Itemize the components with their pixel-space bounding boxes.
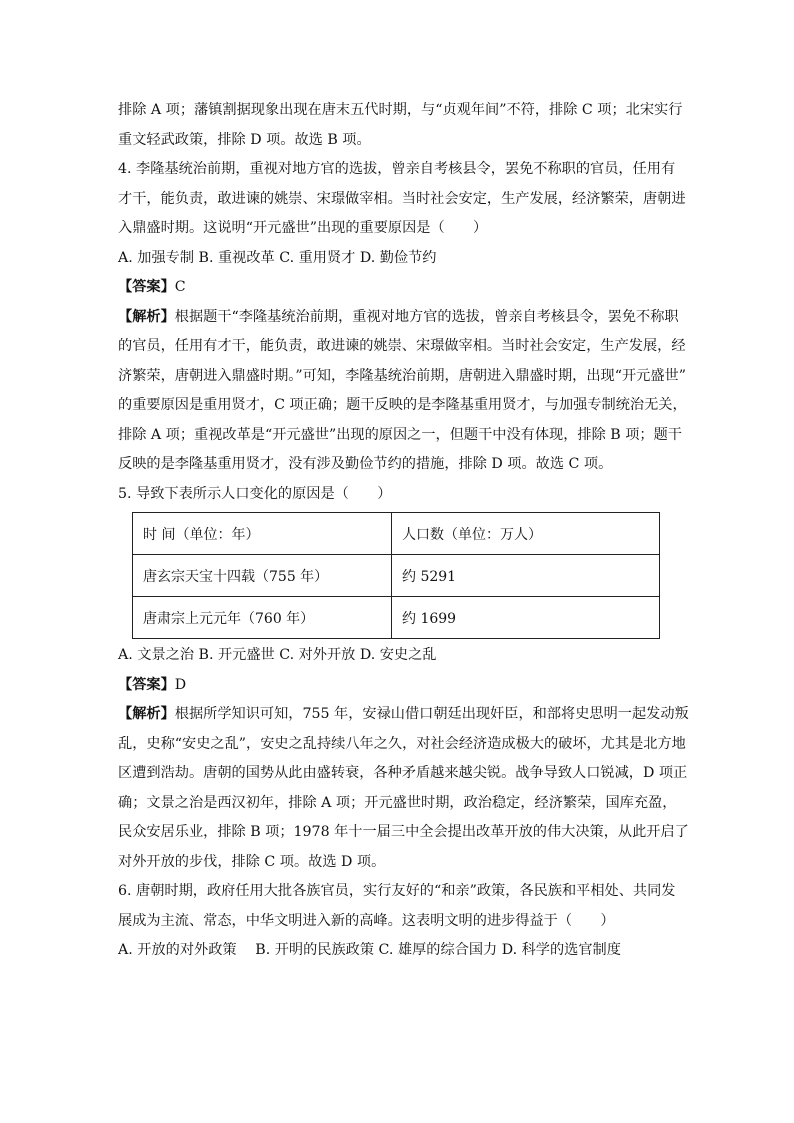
- question-4-stem: 入鼎盛时期。这说明“开元盛世”出现的重要原因是（ ）: [118, 220, 488, 236]
- analysis-text: 排除 A 项；重视改革是“开元盛世”出现的原因之一，但题干中没有体现，排除 B 项；题干: [118, 426, 682, 443]
- analysis-text: 的官员，任用有才干，能负责，敢进谏的姚崇、宋璟做宰相。当时社会安定，生产发展，经: [118, 338, 686, 354]
- table-header-cell: 人口数（单位：万人）: [392, 513, 660, 555]
- answer-value: D: [174, 676, 187, 693]
- question-4-options: A. 加强专制 B. 重视改革 C. 重用贤才 D. 勤俭节约: [118, 249, 437, 266]
- table-header-cell: 时 间（单位：年）: [133, 513, 392, 555]
- text-line: 排除 A 项；藩镇割据现象出现在唐末五代时期，与“贞观年间”不符，排除 C 项；北宋实行: [118, 102, 683, 118]
- analysis-text: 确；文景之治是西汉初年，排除 A 项；开元盛世时期，政治稳定，经济繁荣，国库充盈，: [118, 794, 677, 811]
- table-row: [133, 597, 660, 639]
- question-5-analysis: [118, 700, 688, 730]
- question-4-analysis: [118, 303, 688, 333]
- analysis-text: 根据所学知识可知，755 年，安禄山借口朝廷出现奸臣，和部将史思明一起发动叛: [174, 706, 689, 722]
- population-table: [132, 512, 660, 639]
- question-6-stem: 展成为主流、常态，中华文明进入新的高峰。这表明文明的进步得益于（ ）: [118, 912, 615, 929]
- analysis-text: 对外开放的步伐，排除 C 项。故选 D 项。: [118, 853, 386, 870]
- question-5-stem: 5. 导致下表所示人口变化的原因是（ ）: [118, 485, 392, 502]
- analysis-text: 区遭到浩劫。唐朝的国势从此由盛转衰，各种矛盾越来越尖锐。战争导致人口锐减，D 项正: [118, 765, 688, 781]
- analysis-label: 【解析】: [118, 706, 175, 722]
- analysis-text: 的重要原因是重用贤才，C 项正确；题干反映的是李隆基重用贤才，与加强专制统治无关，: [118, 397, 687, 413]
- question-6-stem: 6. 唐朝时期，政府任用大批各族官员，实行友好的“和亲”政策，各民族和平相处、共同发: [118, 883, 676, 899]
- analysis-text: 民众安居乐业，排除 B 项；1978 年十一届三中全会提出改革开放的伟大决策，从此开启了: [118, 824, 689, 840]
- question-5-options: A. 文景之治 B. 开元盛世 C. 对外开放 D. 安史之乱: [118, 647, 437, 663]
- table-cell: 约 1699: [392, 597, 660, 639]
- table-row: [133, 555, 660, 597]
- answer-value: C: [174, 279, 186, 295]
- question-4-stem: 4. 李隆基统治前期，重视对地方官的选拔，曾亲自考核县令，罢免不称职的官员，任用有: [118, 161, 676, 177]
- table-header-row: [133, 513, 660, 555]
- table-cell: 唐玄宗天宝十四载（755 年）: [133, 555, 392, 597]
- question-6-options: A. 开放的对外政策 B. 开明的民族政策 C. 雄厚的综合国力 D. 科学的选官制度: [118, 942, 621, 958]
- analysis-text: 济繁荣，唐朝进入鼎盛时期。”可知，李隆基统治前期，唐朝进入鼎盛时期，出现“开元盛世”: [118, 367, 686, 384]
- analysis-text: 根据题干“李隆基统治前期，重视对地方官的选拔，曾亲自考核县令，罢免不称职: [174, 308, 679, 325]
- question-5-answer: [118, 671, 688, 701]
- analysis-text: 乱，史称“安史之乱”，安史之乱持续八年之久，对社会经济造成极大的破坏，尤其是北方地: [118, 735, 686, 752]
- analysis-text: 反映的是李隆基重用贤才，没有涉及勤俭节约的措施，排除 D 项。故选 C 项。: [118, 456, 613, 472]
- answer-label: 【答案】: [118, 279, 175, 295]
- analysis-label: 【解析】: [118, 308, 175, 325]
- answer-label: 【答案】: [118, 676, 175, 693]
- document-page: [118, 96, 688, 966]
- text-line: 重文轻武政策，排除 D 项。故选 B 项。: [118, 131, 371, 148]
- question-4-stem: 才干，能负责，敢进谏的姚崇、宋璟做宰相。当时社会安定，生产发展，经济繁荣，唐朝进: [118, 190, 686, 207]
- table-cell: 唐肃宗上元元年（760 年）: [133, 597, 392, 639]
- question-4-answer: [118, 273, 688, 303]
- table-cell: 约 5291: [392, 555, 660, 597]
